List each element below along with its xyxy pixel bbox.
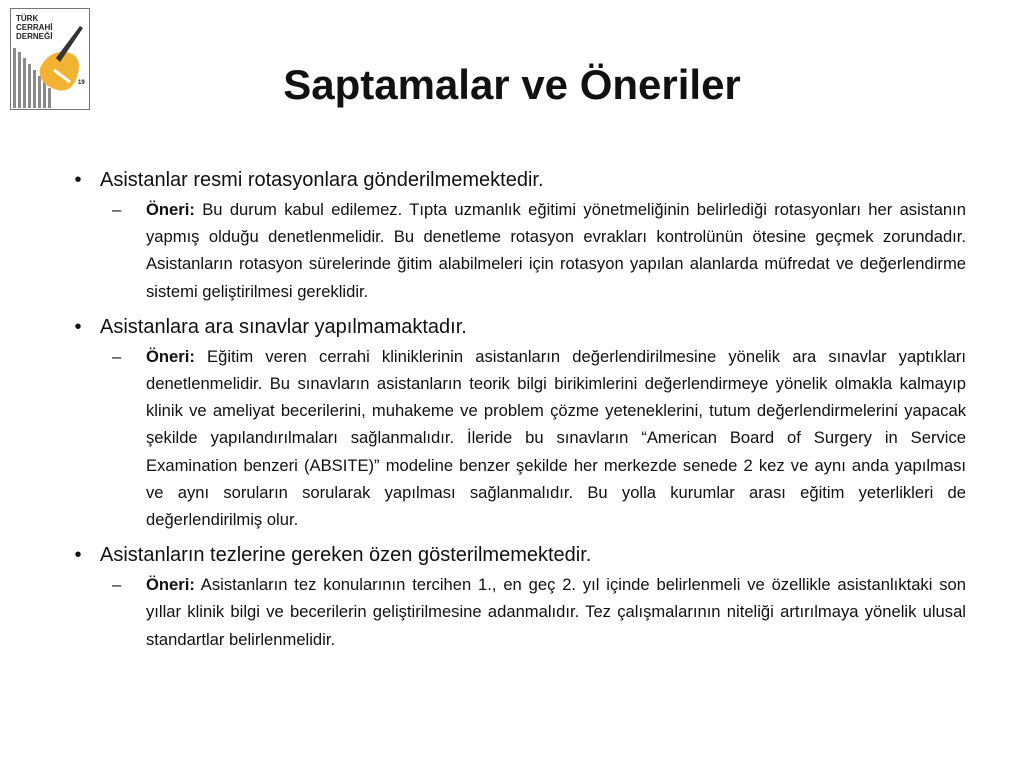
bullet-row [56,166,966,194]
sub-bullet-row [108,571,966,653]
logo-line-2: CERRAHİ [16,23,53,32]
bullet-text: Asistanlara ara sınavlar yapılmamaktadır. [100,315,467,338]
dash-glyph: – [112,200,122,219]
oneri-label: Öneri: [146,200,195,219]
slide-title: Saptamalar ve Öneriler [283,61,741,108]
oneri-body: Eğitim veren cerrahi kliniklerinin asistanların değerlendirilmesine yönelik ara sınavlar yaptıkları denetlenmelidir. Bu sınavların asistanların teorik bilgi birikimlerini değerlendirmeye yönelik olmakla kalmayıp klinik ve ameliyat becerilerini, muhakeme ve problem çözme yeteneklerini, tutum değerlendirmelerini yapacak şekilde yapılandırılmaları sağlanmalıdır. İleride bu sınavların “American Board of Surgery in Service Examination benzeri (ABSITE)” modeline benzer şekilde her merkezde senede 2 kez ve aynı anda yapılması ve aynı soruların sorularak yapılması sağlanmalıdır. Bu yolla kurumlar arası eğitim yeterlikleri de değerlendirilmiş olur. [146,346,966,530]
bullet-row [56,541,966,569]
sub-bullet-text [146,196,966,305]
dash-glyph: – [112,575,122,595]
bullet-item-3 [56,541,966,653]
bullet-item-2 [56,313,966,533]
sub-bullet-row [108,196,966,305]
logo-line-3: DERNEĞİ [16,32,53,41]
bullet-row [56,313,966,341]
logo-line-1: TÜRK [16,14,39,23]
sub-bullet-text [146,343,966,533]
bullet-glyph: • [74,315,82,338]
logo-year-mark: 19 [78,80,85,86]
sub-bullet-text [146,571,966,653]
bullet-item-1 [56,166,966,305]
oneri-body: Bu durum kabul edilemez. Tıpta uzmanlık eğitimi yönetmeliğinin belirlediği rotasyonları her asistanın yapmış olduğu denetlenmelidir. Bu denetleme rotasyon evrakları kontrolünün ötesine geçmek zorundadır. Asistanların rotasyon sürelerinde ğitim alabilmeleri için rotasyon yapılan alanlarda müfredat ve değerlendirme sistemi geliştirilmesi gereklidir. [146,200,966,301]
bullet-text: Asistanlar resmi rotasyonlara gönderilmemektedir. [100,169,544,191]
dash-glyph: – [112,346,122,366]
bullet-glyph: • [74,544,82,567]
bullet-text: Asistanların tezlerine gereken özen gösterilmemektedir. [100,544,592,567]
oneri-body: Asistanların tez konularının tercihen 1., en geç 2. yıl içinde belirlenmeli ve özellikle asistanlıktaki son yıllar klinik bilgi ve becerilerin geliştirilmesine adanmalıdır. Tez çalışmalarının niteliği artırılmaya yönelik ulusal standartlar belirlenmelidir. [146,575,966,649]
sub-bullet-row [108,343,966,533]
oneri-label: Öneri: [146,575,195,595]
oneri-label: Öneri: [146,346,195,366]
bullet-glyph: • [74,169,82,191]
slide-content [56,166,966,661]
